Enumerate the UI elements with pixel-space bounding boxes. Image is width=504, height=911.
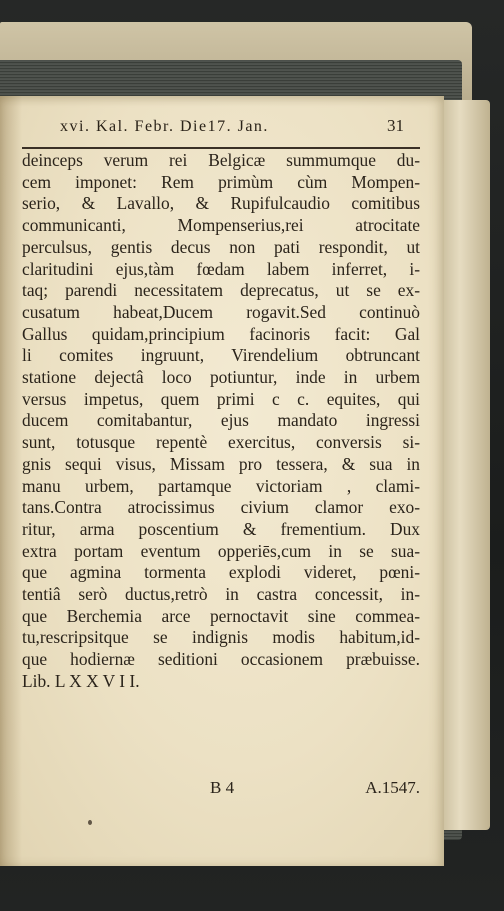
- text-line: tans.Contra atrocissimus civium clamor exo-: [22, 497, 420, 518]
- book-reference: Lib. L X X V I I.: [22, 670, 140, 691]
- gutter-shadow: [0, 96, 22, 866]
- text-line: perculsus, gentis decus non pati respondit, ut: [22, 236, 420, 257]
- text-line: Gallus quidam,principium facinoris facit: Gal: [22, 323, 420, 344]
- catchword: A.1547.: [365, 778, 420, 797]
- text-line: sunt, totusque repentè exercitus, conversis si-: [22, 432, 420, 453]
- ink-spot: [88, 820, 92, 825]
- text-line: li comites ingruunt, Virendelium obtruncant: [22, 345, 420, 366]
- header-rule: [22, 147, 420, 149]
- text-line: manu urbem, partamque victoriam , clami-: [22, 475, 420, 496]
- text-line: tentiâ serò ductus,retrò in castra concessit, in-: [22, 584, 420, 605]
- text-line: deinceps verum rei Belgicæ summumque du-: [22, 150, 420, 170]
- running-head-title: xvi. Kal. Febr. Die17. Jan.: [60, 118, 269, 135]
- text-line: que agmina tormenta explodi videret, pœni-: [22, 562, 420, 583]
- body-text: [22, 150, 420, 693]
- text-line: serio, & Lavallo, & Rupifulcaudio comitibus: [22, 193, 420, 214]
- page-number: 31: [387, 116, 404, 135]
- text-line: claritudini ejus,tàm fœdam labem inferret, i-: [22, 258, 420, 279]
- text-line: extra portam eventum opperiēs,cum in se sua-: [22, 540, 420, 561]
- text-line: statione dejectâ loco potiuntur, inde in urbem: [22, 367, 420, 388]
- text-line: cusatum habeat,Ducem rogavit.Sed continuò: [22, 301, 420, 322]
- text-line: cem imponet: Rem primùm cùm Mompen-: [22, 171, 420, 192]
- text-line: communicanti, Mompenserius,rei atrocitate: [22, 215, 420, 236]
- running-head: [60, 116, 404, 136]
- text-line: ritur, arma poscentium & frementium. Dux: [22, 518, 420, 539]
- page-fore-edge: [440, 100, 490, 830]
- text-line: que hodiernæ seditioni occasionem præbuisse.: [22, 649, 420, 670]
- text-line: tu,rescripsitque se indignis modis habitum,id-: [22, 627, 420, 648]
- text-line: versus impetus, quem primi c c. equites, qui: [22, 388, 420, 409]
- signature-mark: B 4: [210, 778, 235, 797]
- text-line: que Berchemia arce pernoctavit sine commea-: [22, 605, 420, 626]
- book-page: [0, 96, 444, 866]
- text-line: taq; parendi necessitatem deprecatus, ut se ex-: [22, 280, 420, 301]
- text-line: gnis sequi visus, Missam pro tessera, & sua in: [22, 453, 420, 474]
- text-line: ducem comitabantur, ejus mandato ingressi: [22, 410, 420, 431]
